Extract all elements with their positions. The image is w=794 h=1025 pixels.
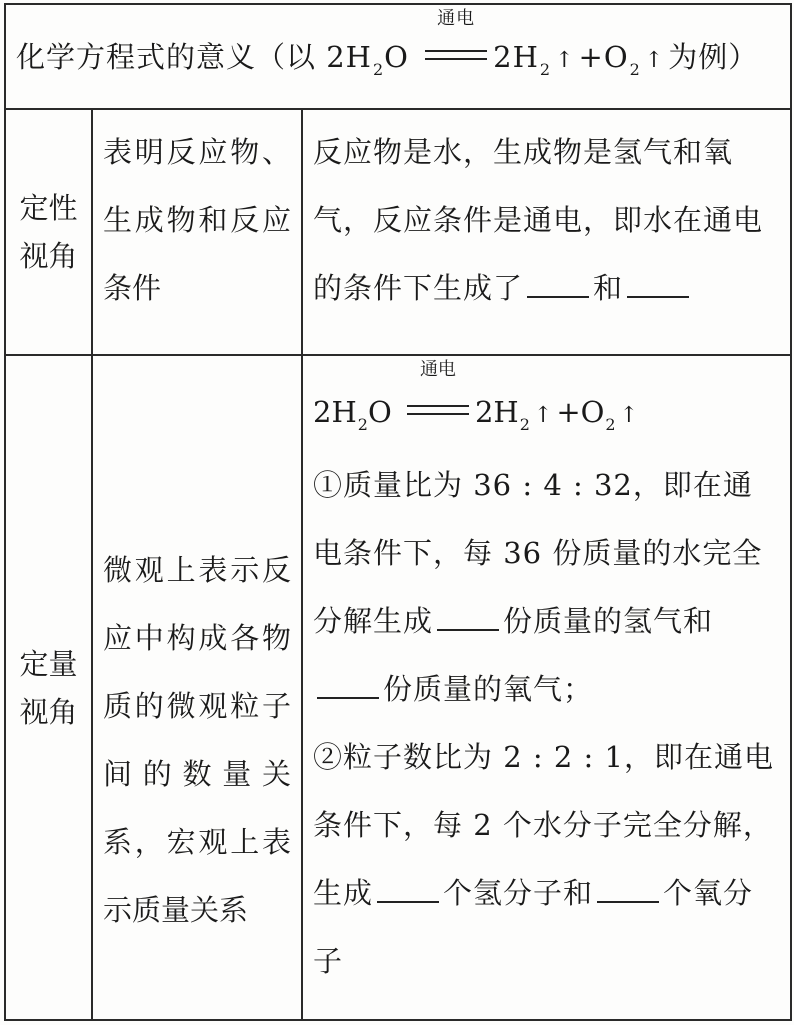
condition-label: 通电	[437, 8, 476, 29]
eq-o: O	[367, 395, 392, 429]
mass-ratio-mid: 份质量的氢气和	[503, 604, 714, 638]
particle-ratio-mid: 个氢分子和	[443, 876, 594, 910]
equals-bar	[425, 50, 487, 60]
title-subscript-o: 2	[629, 60, 641, 79]
title-product-h: 2H	[493, 40, 539, 74]
answer-blank[interactable]	[437, 601, 499, 631]
quantitative-label-cell	[5, 355, 92, 1020]
eq-sub-3: 2	[605, 415, 616, 434]
eq-lhs: 2H	[313, 395, 357, 429]
title-plus-o: +O	[578, 40, 629, 74]
table-title-cell	[5, 4, 791, 109]
gas-arrow-icon: ↑	[619, 403, 639, 428]
particle-ratio-text: ②粒子数比为 2 : 2 : 1，即在通电条件下，每 2 个水分子完全分解，生成	[313, 740, 774, 910]
chemical-equation	[313, 359, 780, 451]
qualitative-text: 反应物是水，生成物是氢气和氧气，反应条件是通电，即水在通电的条件下生成了	[313, 135, 764, 305]
qualitative-label-cell	[5, 109, 92, 355]
particle-ratio-paragraph	[313, 723, 780, 995]
eq-plus: +O	[556, 395, 605, 429]
and-text: 和	[593, 271, 624, 305]
eq-sub-1: 2	[357, 415, 368, 434]
eq-equals-bar	[407, 405, 469, 415]
qualitative-label-2: 视角	[19, 239, 78, 273]
particle-ratio-end: 个氧分子	[313, 876, 754, 978]
title-oxygen: O	[384, 40, 409, 74]
gas-arrow-icon: ↑	[555, 48, 575, 73]
qualitative-label-1: 定性	[19, 191, 78, 225]
eq-condition-label: 通电	[419, 359, 456, 380]
answer-blank[interactable]	[527, 268, 589, 298]
reaction-condition	[419, 8, 493, 87]
equation-meaning-table	[4, 3, 792, 1021]
answer-blank[interactable]	[627, 268, 689, 298]
quantitative-desc: 微观上表示反应中构成各物质的微观粒子间的数量关系，宏观上表示质量关系	[103, 553, 291, 927]
gas-arrow-icon: ↑	[533, 403, 553, 428]
mass-ratio-text: ①质量比为 36 : 4 : 32，即在通电条件下，每 36 份质量的水完全分解生成	[313, 468, 763, 638]
mass-ratio-paragraph	[313, 451, 780, 723]
answer-blank[interactable]	[597, 873, 659, 903]
answer-blank[interactable]	[377, 873, 439, 903]
qualitative-content	[313, 118, 780, 322]
title-subscript-h: 2	[539, 60, 552, 79]
gas-arrow-icon: ↑	[644, 48, 665, 73]
qualitative-desc: 表明反应物、生成物和反应条件	[103, 135, 291, 305]
title-prefix: 化学方程式的意义（以 2H	[16, 40, 372, 74]
quantitative-desc-cell	[92, 355, 302, 1020]
table-title	[6, 5, 790, 92]
qualitative-content-cell	[302, 109, 791, 355]
quantitative-label-1: 定量	[19, 646, 78, 681]
quantitative-content-cell	[302, 355, 791, 1020]
eq-rhs: 2H	[474, 395, 519, 429]
title-suffix: 为例）	[668, 40, 759, 74]
answer-blank[interactable]	[317, 669, 379, 699]
quantitative-label-2: 视角	[19, 694, 78, 729]
eq-sub-2: 2	[519, 415, 530, 434]
qualitative-desc-cell	[92, 109, 302, 355]
mass-ratio-end: 份质量的氧气；	[383, 672, 594, 706]
eq-condition	[401, 359, 475, 446]
title-subscript: 2	[372, 60, 385, 79]
